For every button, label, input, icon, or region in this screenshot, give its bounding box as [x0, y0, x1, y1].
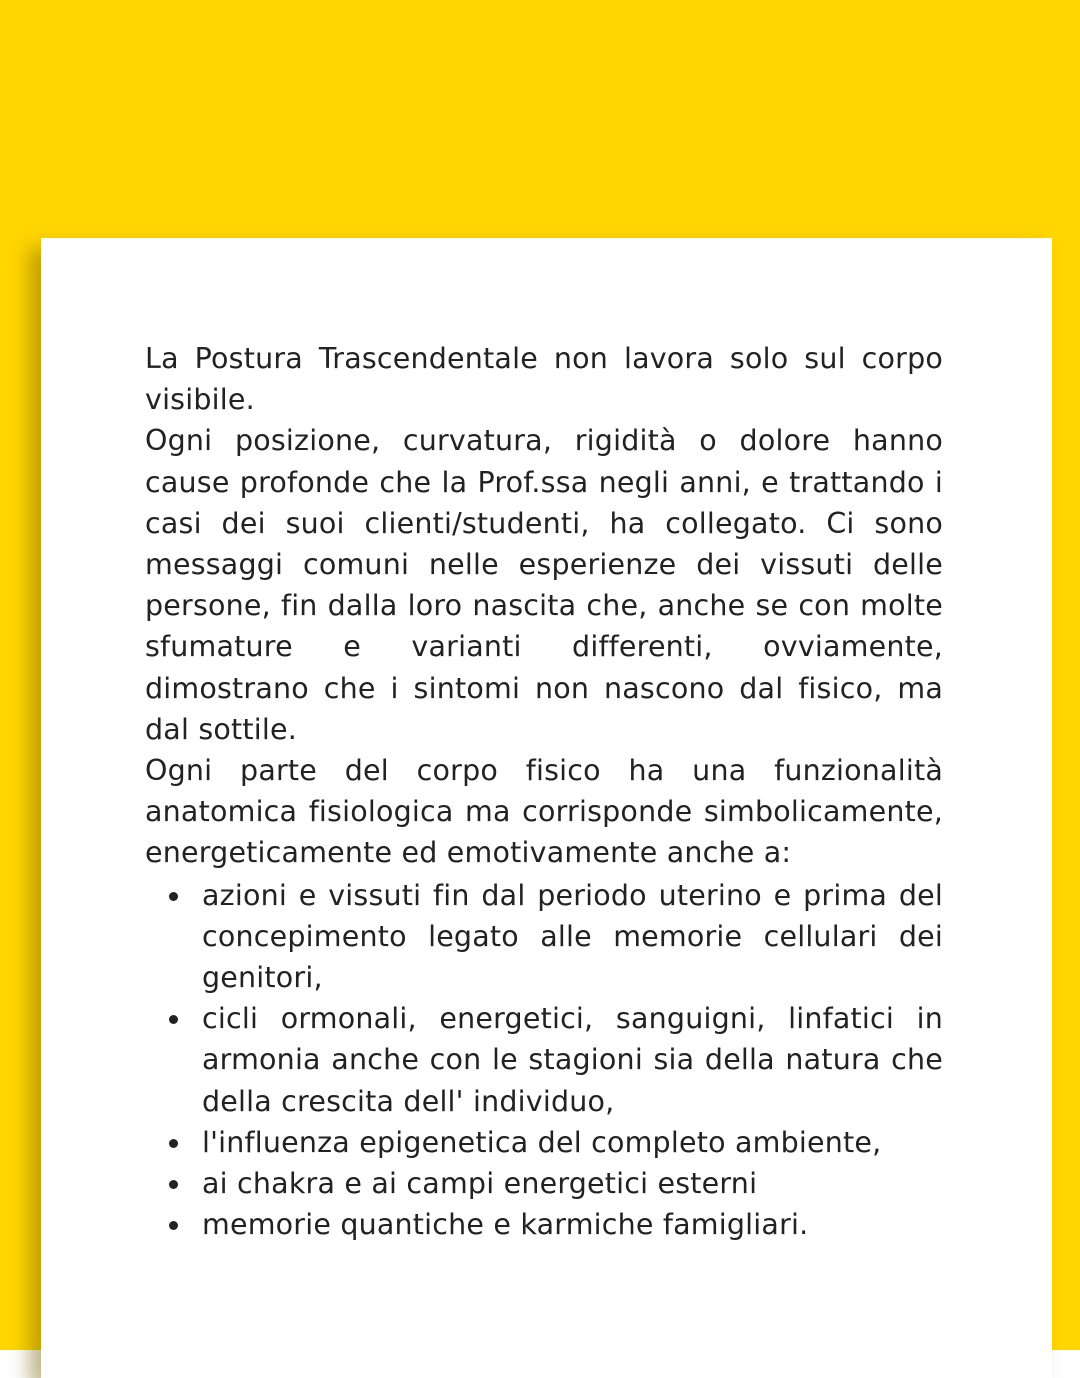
list-item	[202, 875, 943, 999]
bullet-dot-icon	[169, 892, 178, 901]
list-item	[202, 998, 943, 1122]
paragraph-correspondence: Ogni parte del corpo fisico ha una funzionalità anatomica fisiologica ma corrisponde simbolicamente, energeticamente ed emotivamente anche a:	[145, 754, 943, 870]
paragraph-intro: La Postura Trascendentale non lavora solo sul corpo visibile.	[145, 342, 943, 417]
list-item-text: l'influenza epigenetica del completo ambiente,	[202, 1125, 882, 1159]
list-item-text: azioni e vissuti fin dal periodo uterino e prima del concepimento legato alle memorie cellulari dei genitori,	[202, 878, 943, 995]
bullet-dot-icon	[169, 1015, 178, 1024]
bullet-dot-icon	[169, 1180, 178, 1189]
list-item	[202, 1122, 943, 1163]
bullet-dot-icon	[169, 1221, 178, 1230]
list-item	[202, 1204, 943, 1245]
paragraph-causes: Ogni posizione, curvatura, rigidità o dolore hanno cause profonde che la Prof.ssa negli anni, e trattando i casi dei suoi clienti/studenti, ha collegato. Ci sono messaggi comuni nelle esperienze dei vissuti delle persone, fin dalla loro nascita che, anche se con molte sfumature e varianti differenti, ovviamente, dimostrano che i sintomi non nascono dal fisico, ma dal sottile.	[145, 424, 943, 746]
bullet-dot-icon	[169, 1139, 178, 1148]
content-card	[41, 238, 1052, 1378]
list-item-text: cicli ormonali, energetici, sanguigni, linfatici in armonia anche con le stagioni sia della natura che della crescita dell' individuo,	[202, 1002, 943, 1118]
bullet-list	[145, 875, 943, 1246]
list-item-text: ai chakra e ai campi energetici esterni	[202, 1167, 758, 1201]
list-item	[202, 1163, 943, 1204]
body-text	[145, 338, 943, 1245]
list-item-text: memorie quantiche e karmiche famigliari.	[202, 1208, 809, 1242]
